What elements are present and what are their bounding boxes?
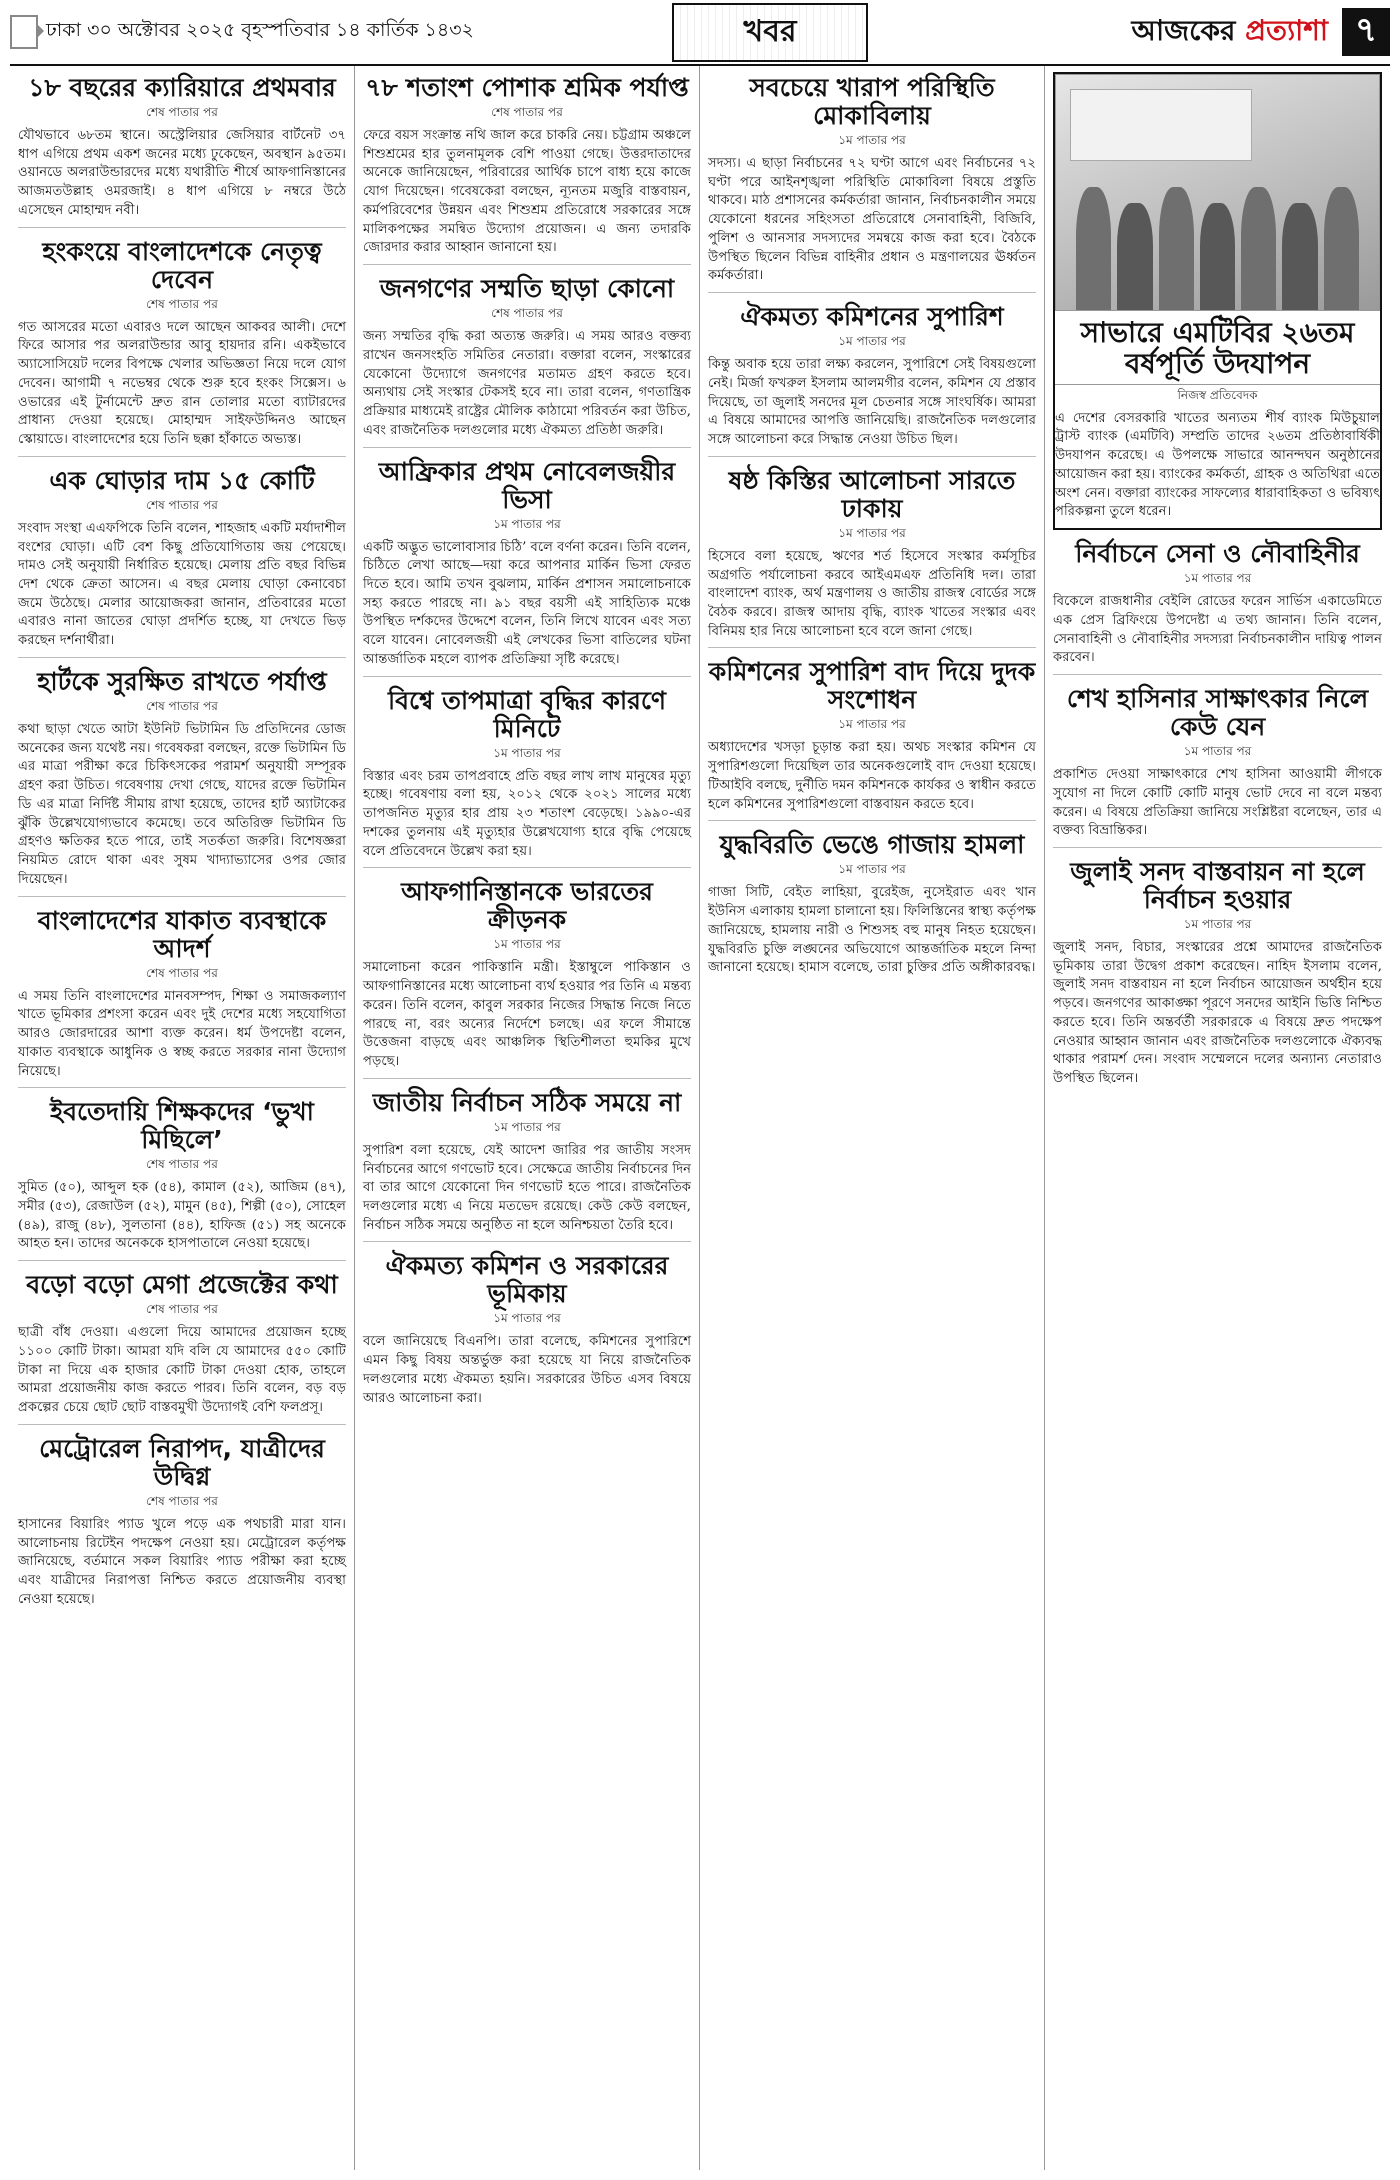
story-body: ফেরে বয়স সংক্রান্ত নথি জাল করে চাকরি নেয়। চট্টগ্রাম অঞ্চলে শিশুশ্রমের হার তুলনামূলক বেশি পাওয়া গেছে। উত্তরদাতাদের অনেকে জানিয়েছেন, পরিবারের আর্থিক চাপে বাধ্য হয়ে কাজে যোগ দিয়েছেন। গবেষকেরা বলছেন, ন্যূনতম মজুরি বাস্তবায়ন, কর্মপরিবেশের উন্নয়ন এবং শিশুশ্রম প্রতিরোধে সরকারের সঙ্গে মালিকপক্ষের সমন্বিত উদ্যোগ প্রয়োজন। এ জন্য তদারকি জোরদার করার আহ্বান জানানো হয়।	[363, 128, 691, 256]
news-story	[18, 74, 346, 228]
continuation-note: ১ম পাতার পর	[493, 937, 561, 952]
people-group	[1076, 180, 1359, 310]
story-body: হিসেবে বলা হয়েছে, ঋণের শর্ত হিসেবে সংস্কার কর্মসূচির অগ্রগতি পর্যালোচনা করবে আইএমএফ প্রতিনিধি দল। তারা বাংলাদেশ ব্যাংক, অর্থ মন্ত্রণালয় ও জাতীয় রাজস্ব বোর্ডের সঙ্গে বৈঠক করবে। রাজস্ব আদায় বৃদ্ধি, ব্যাংক খাতের সংস্কার এবং বিনিময় হার নিয়ে আলোচনা হবে বলে জানা গেছে।	[708, 548, 1036, 639]
headline[interactable]: ১৮ বছরের ক্যারিয়ারে প্রথমবার	[28, 73, 336, 102]
headline[interactable]: হংকংয়ে বাংলাদেশকে নেতৃত্ব দেবেন	[42, 236, 322, 294]
story-body: কিন্তু অবাক হয়ে তারা লক্ষ্য করলেন, সুপারিশে সেই বিষয়গুলো নেই। মির্জা ফখরুল ইসলাম আলমগীর বলেন, কমিশন যে প্রস্তাব দিয়েছে, তা জুলাই সনদের মূল চেতনার সঙ্গে সাংঘর্ষিক। আমরা এ বিষয়ে আমাদের আপত্তি জানিয়েছি। রাজনৈতিক দলগুলোর সঙ্গে আলোচনা করে সিদ্ধান্ত নেওয়া উচিত ছিল।	[708, 357, 1036, 448]
page-number: ৭	[1342, 8, 1390, 56]
headline[interactable]: জুলাই সনদ বাস্তবায়ন না হলে নির্বাচন হওয়ার	[1070, 857, 1365, 914]
story-body: বিকেলে রাজধানীর বেইলি রোডের ফরেন সার্ভিস একাডেমিতে এক প্রেস ব্রিফিংয়ে উপদেষ্টা এ তথ্য জানান। তিনি বলেন, সেনাবাহিনী ও নৌবাহিনীর সদস্যরা নির্বাচনকালীন দায়িত্ব পালন করবেন।	[1053, 594, 1382, 666]
section-title: খবর	[672, 3, 869, 62]
headline[interactable]: শেখ হাসিনার সাক্ষাৎকার নিলে কেউ যেন	[1066, 684, 1369, 742]
news-story	[363, 458, 691, 677]
column-4	[1045, 66, 1390, 2170]
headline[interactable]: এক ঘোড়ার দাম ১৫ কোটি	[49, 465, 315, 495]
headline[interactable]: জনগণের সম্মতি ছাড়া কোনো	[379, 274, 675, 304]
event-photo	[1055, 74, 1380, 311]
continuation-note: ১ম পাতার পর	[493, 1311, 561, 1326]
continuation-note: শেষ পাতার পর	[146, 497, 218, 512]
headline[interactable]: ৭৮ শতাংশ পোশাক শ্রমিক পর্যাপ্ত	[365, 73, 689, 102]
news-story	[1053, 685, 1382, 848]
dateline: ঢাকা ৩০ অক্টোবর ২০২৫ বৃহস্পতিবার ১৪ কার্তিক ১৪৩২	[46, 19, 474, 41]
story-body: হাসানের বিয়ারিং প্যাড খুলে পড়ে এক পথচারী মারা যান। আলোচনায় রিটেইন পদক্ষেপ নেওয়া হয়। মেট্রোরেল কর্তৃপক্ষ জানিয়েছে, বর্তমানে সকল বিয়ারিং প্যাড পরীক্ষা করা হচ্ছে এবং যাত্রীদের নিরাপত্তা নিশ্চিত করতে প্রয়োজনীয় ব্যবস্থা নেওয়া হয়েছে।	[18, 1516, 346, 1607]
news-story	[363, 275, 691, 447]
story-body: বিস্তার এবং চরম তাপপ্রবাহে প্রতি বছর লাখ লাখ মানুষের মৃত্যু হচ্ছে। গবেষণায় বলা হয়, ২০১২ থেকে ২০২১ সালের মধ্যে তাপজনিত মৃত্যুর হার প্রায় ২৩ শতাংশ বেড়েছে। ১৯৯০-এর দশকের তুলনায় এই মৃত্যুহার উল্লেখযোগ্য হারে বৃদ্ধি পেয়েছে বলে প্রতিবেদনে উল্লেখ করা হয়।	[363, 768, 691, 859]
story-body: যৌথভাবে ৬৮তম স্থানে। অস্ট্রেলিয়ার জেসিয়ার বার্টনেট ৩৭ ধাপ এগিয়ে প্রথম একশ জনের মধ্যে ঢুকেছেন, অবস্থান ৯৫তম। ওয়ানডে অলরাউন্ডারদের মধ্যে যথারীতি শীর্ষে আফগানিস্তানের আজমতউল্লাহ ওমরজাই। ৪ ধাপ এগিয়ে ৮ নম্বরে উঠে এসেছেন মোহাম্মদ নবী।	[18, 128, 346, 218]
logo-part-1: আজকের	[1131, 13, 1246, 47]
story-body: প্রকাশিত দেওয়া সাক্ষাৎকারে শেখ হাসিনা আওয়ামী লীগকে সুযোগ না দিলে কোটি কোটি মানুষ ভোট দেবে না বলে মন্তব্য করেন। এ বিষয়ে প্রতিক্রিয়া জানিয়ে সংশ্লিষ্টরা বলেছেন, তার এ বক্তব্য বিভ্রান্তিকর।	[1053, 767, 1382, 839]
headline[interactable]: যুদ্ধবিরতি ভেঙে গাজায় হামলা	[719, 830, 1025, 860]
headline[interactable]: বাংলাদেশের যাকাত ব্যবস্থাকে আদর্শ	[37, 905, 327, 963]
continuation-note: ১ম পাতার পর	[493, 1119, 561, 1134]
news-story	[18, 668, 346, 897]
continuation-note: শেষ পাতার পর	[146, 698, 218, 713]
headline[interactable]: মেট্রোরেল নিরাপদ, যাত্রীদের উদ্বিগ্ন	[39, 1433, 325, 1491]
continuation-note: ১ম পাতার পর	[493, 516, 561, 531]
news-story	[708, 831, 1036, 984]
news-story	[708, 658, 1036, 821]
continuation-note: ১ম পাতার পর	[838, 862, 906, 877]
story-body: ছাত্রী বাঁধ দেওয়া। এগুলো দিয়ে আমাদের প্রয়োজন হচ্ছে ১১০০ কোটি টাকা। আমরা যদি বলি যে আমাদের ৫৫০ কোটি টাকা না দিয়ে এক হাজার কোটি টাকা দেওয়া হোক, তাহলে আমরা প্রয়োজনীয় কাজ করতে পারব। তিনি বলেন, বড় বড় প্রকল্পের চেয়ে ছোট ছোট বাস্তবমুখী উদ্যোগই বেশি ফলপ্রসূ।	[18, 1325, 346, 1416]
headline[interactable]: সাভারে এমটিবির ২৬তম বর্ষপূর্তি উদযাপন	[1055, 317, 1380, 385]
continuation-note: শেষ পাতার পর	[491, 306, 563, 321]
news-story	[18, 238, 346, 457]
continuation-note: শেষ পাতার পর	[146, 1302, 218, 1317]
article-columns	[10, 66, 1390, 2170]
news-story	[1053, 540, 1382, 675]
news-story	[363, 1089, 691, 1243]
continuation-note: ১ম পাতার পর	[1183, 571, 1252, 586]
story-body: সুমিত (৫০), আব্দুল হক (৫৪), কামাল (৫২), আজিম (৪৭), সমীর (৫৩), রেজাউল (৫২), মামুন (৪৫), শিল্পী (৫০), সোহেল (৪৯), রাজু (৪৮), সুলতানা (৪৪), হাফিজ (৫১) সহ অনেকে আহত হন। তাদের অনেককে হাসপাতালে নেওয়া হয়েছে।	[18, 1180, 346, 1252]
news-story	[18, 467, 346, 658]
headline[interactable]: ইবতেদায়ি শিক্ষকদের ‘ভুখা মিছিলে’	[50, 1097, 314, 1155]
column-2	[355, 66, 700, 2170]
news-story	[708, 303, 1036, 457]
news-story	[18, 1271, 346, 1425]
news-story	[18, 1435, 346, 1616]
continuation-note: ১ম পাতার পর	[838, 525, 906, 540]
continuation-note: নিজস্ব প্রতিবেদক	[1177, 387, 1258, 402]
continuation-note: শেষ পাতার পর	[491, 105, 563, 119]
continuation-note: শেষ পাতার পর	[146, 296, 218, 311]
headline[interactable]: আফ্রিকার প্রথম নোবেলজয়ীর ভিসা	[378, 456, 676, 514]
story-body: জন্য সম্মতির বৃদ্ধি করা অত্যন্ত জরুরি। এ সময় আরও বক্তব্য রাখেন জনসংহতি সমিতির নেতারা। বক্তারা বলেন, সংস্কারের যেকোনো উদ্যোগে জনগণের মতামত গ্রহণ করতে হবে। অন্যথায় সেই সংস্কার টেকসই হবে না। তারা বলেন, গণতান্ত্রিক প্রক্রিয়ার মাধ্যমেই রাষ্ট্রের মৌলিক কাঠামো পরিবর্তন করা উচিত, এবং রাজনৈতিক দলগুলোর মধ্যে ঐকমত্য প্রতিষ্ঠা জরুরি।	[363, 329, 691, 438]
continuation-note: ১ম পাতার পর	[838, 717, 906, 732]
stage-banner	[1070, 89, 1252, 161]
masthead	[10, 0, 1390, 66]
feature-story	[1053, 72, 1382, 530]
story-body: সমালোচনা করেন পাকিস্তানি মন্ত্রী। ইস্তাম্বুলে পাকিস্তান ও আফগানিস্তানের মধ্যে আলোচনা ব্যর্থ হওয়ার পর তিনি এ মন্তব্য করেন। তিনি বলেন, কাবুল সরকার নিজের সিদ্ধান্ত নিজে নিতে পারছে না, বরং অন্যের নির্দেশে চলছে। এর ফলে সীমান্তে উত্তেজনা বাড়ছে এবং আঞ্চলিক স্থিতিশীলতা হুমকির মুখে পড়ছে।	[363, 960, 691, 1070]
story-body: এ সময় তিনি বাংলাদেশের মানবসম্পদ, শিক্ষা ও সমাজকল্যাণ খাতে ভূমিকার প্রশংসা করেন এবং দুই দেশের মধ্যে সহযোগিতা আরও জোরদারের আশা ব্যক্ত করেন। ধর্ম উপদেষ্টা বলেন, যাকাত ব্যবস্থাকে আধুনিক ও স্বচ্ছ করতে সরকার নানা উদ্যোগ নিয়েছে।	[18, 988, 346, 1079]
continuation-note: শেষ পাতার পর	[146, 105, 218, 119]
story-body: অধ্যাদেশের খসড়া চূড়ান্ত করা হয়। অথচ সংস্কার কমিশন যে সুপারিশগুলো দিয়েছিল তার অনেকগুলোই বাদ দেওয়া হয়েছে। টিআইবি বলছে, দুর্নীতি দমন কমিশনকে কার্যকর ও স্বাধীন করতে হলে কমিশনের সুপারিশগুলো বাস্তবায়ন করতে হবে।	[708, 740, 1036, 812]
continuation-note: শেষ পাতার পর	[146, 1493, 218, 1508]
story-body: সংবাদ সংস্থা এএফপিকে তিনি বলেন, শাহজাহ একটি মর্যাদাশীল বংশের ঘোড়া। এটি বেশ কিছু প্রতিযোগিতায় জয় পেয়েছে। দামও সেই অনুযায়ী নির্ধারিত হয়েছে। মেলায় প্রতি বছর বিভিন্ন দেশ থেকে ক্রেতা আসেন। এ বছর মেলায় ঘোড়া কেনাবেচা জমে উঠেছে। মেলার আয়োজকরা জানান, প্রতিবারের মতো এবারও নানা জাতের ঘোড়া প্রদর্শিত হচ্ছে, যা দেখতে ভিড় করছেন দর্শনার্থীরা।	[18, 520, 346, 649]
news-story	[363, 1252, 691, 1414]
news-story	[18, 1098, 346, 1261]
headline[interactable]: হার্টকে সুরক্ষিত রাখতে পর্যাপ্ত	[37, 666, 327, 696]
story-body: এ দেশের বেসরকারি খাতের অন্যতম শীর্ষ ব্যাংক মিউচুয়াল ট্রাস্ট ব্যাংক (এমটিবি) সম্প্রতি তাদের ২৬তম প্রতিষ্ঠাবার্ষিকী উদযাপন করেছে। এ উপলক্ষে সাভারে আনন্দঘন অনুষ্ঠানের আয়োজন করা হয়। ব্যাংকের কর্মকর্তা, গ্রাহক ও অতিথিরা এতে অংশ নেন। বক্তারা ব্যাংকের সাফল্যের ধারাবাহিকতা ও ভবিষ্যৎ পরিকল্পনা তুলে ধরেন।	[1055, 410, 1380, 520]
section-header	[570, 3, 970, 62]
continuation-note: ১ম পাতার পর	[493, 745, 561, 760]
headline[interactable]: বড়ো বড়ো মেগা প্রজেক্টের কথা	[26, 1270, 338, 1300]
story-body: একটি অদ্ভুত ভালোবাসার চিঠি’ বলে বর্ণনা করেন। তিনি বলেন, চিঠিতে লেখা আছে—দয়া করে আপনার মার্কিন ভিসা ফেরত দিতে হবে। আমি তখন বুঝলাম, মার্কিন প্রশাসন সমালোচনাকে সহ্য করতে পারছে না। ৯১ বছর বয়সী এই সাহিত্যিক মঞ্চে উপস্থিত দর্শকদের উদ্দেশে বলেন, তিনি লিখে যাবেন এবং সত্য বলে যাবেন। নোবেলজয়ী এই লেখকের ভিসা বাতিলের ঘটনা আন্তর্জাতিক মহলে ব্যাপক প্রতিক্রিয়া সৃষ্টি করেছে।	[363, 539, 691, 667]
continuation-note: শেষ পাতার পর	[146, 1157, 218, 1172]
headline[interactable]: নির্বাচনে সেনা ও নৌবাহিনীর	[1075, 539, 1360, 569]
headline[interactable]: বিশ্বে তাপমাত্রা বৃদ্ধির কারণে মিনিটে	[387, 685, 667, 743]
continuation-note: শেষ পাতার পর	[146, 965, 218, 980]
story-body: গত আসরের মতো এবারও দলে আছেন আকবর আলী। দেশে ফিরে আসার পর অলরাউন্ডার আবু হায়দার রনি। একইভাবে অ্যাসোসিয়েট দলের বিপক্ষে খেলার অভিজ্ঞতা নিয়ে দলে যোগ দেবেন। আগামী ৭ নভেম্বর থেকে শুরু হবে হংকং সিক্সেস। ৬ ওভারের এই টুর্নামেন্টে দ্রুত রান তোলার মতো ব্যাটারদের প্রাধান্য দেওয়া হয়েছে। মোহাম্মদ সাইফউদ্দিনও আছেন স্কোয়াডে। বাংলাদেশের হয়ে তিনি ছক্কা হাঁকাতে অভ্যস্ত।	[18, 319, 346, 448]
news-story	[363, 687, 691, 869]
headline[interactable]: ঐকমত্য কমিশনের সুপারিশ	[740, 302, 1004, 332]
headline[interactable]: সবচেয়ে খারাপ পরিস্থিতি মোকাবিলায়	[749, 73, 995, 130]
news-story	[363, 878, 691, 1078]
newspaper-logo	[1131, 9, 1328, 56]
brand-area	[970, 8, 1390, 56]
continuation-note: ১ম পাতার পর	[838, 334, 906, 349]
headline[interactable]: ঐকমত্য কমিশন ও সরকারের ভূমিকায়	[385, 1251, 669, 1309]
column-1	[10, 66, 355, 2170]
story-body: সুপারিশ বলা হয়েছে, যেই আদেশ জারির পর জাতীয় সংসদ নির্বাচনের আগে গণভোট হবে। সেক্ষেত্রে জাতীয় নির্বাচনের দিন বা তার আগে যেকোনো দিন গণভোট হতে পারে। রাজনৈতিক দলগুলোর মধ্যে এ নিয়ে মতভেদ রয়েছে। কেউ কেউ বলছেন, নির্বাচন সঠিক সময়ে অনুষ্ঠিত না হলে অনিশ্চয়তা তৈরি হবে।	[363, 1142, 691, 1233]
headline[interactable]: কমিশনের সুপারিশ বাদ দিয়ে দুদক সংশোধন	[708, 657, 1036, 715]
story-body: সদস্য। এ ছাড়া নির্বাচনের ৭২ ঘণ্টা আগে এবং নির্বাচনের ৭২ ঘণ্টা পরে আইনশৃঙ্খলা পরিস্থিতি মোকাবিলা বিষয়ে প্রস্তুতি থাকবে। মাঠ প্রশাসনের কর্মকর্তারা জানান, নির্বাচনকালীন সময়ে যেকোনো ধরনের সহিংসতা প্রতিরোধে সেনাবাহিনী, বিজিবি, পুলিশ ও আনসার সদস্যদের সমন্বয়ে কাজ করা হবে। বৈঠকে উপস্থিত ছিলেন বিভিন্ন বাহিনীর প্রধান ও মন্ত্রণালয়ের ঊর্ধ্বতন কর্মকর্তারা।	[708, 156, 1036, 284]
column-3	[700, 66, 1045, 2170]
headline[interactable]: জাতীয় নির্বাচন সঠিক সময়ে না	[372, 1087, 682, 1117]
continuation-note: ১ম পাতার পর	[838, 133, 906, 147]
continuation-note: ১ম পাতার পর	[1183, 917, 1252, 931]
page-marker-icon	[10, 15, 38, 49]
headline[interactable]: আফগানিস্তানকে ভারতের ক্রীড়নক	[401, 877, 653, 935]
news-story	[708, 74, 1036, 293]
story-body: জুলাই সনদ, বিচার, সংস্কারের প্রশ্নে আমাদের রাজনৈতিক ভূমিকায় তারা উদ্বেগ প্রকাশ করেছেন। নাহিদ ইসলাম বলেন, জুলাই সনদ বাস্তবায়ন না হলে নির্বাচন আয়োজন অর্থহীন হয়ে পড়বে। জনগণের আকাঙ্ক্ষা পূরণে সনদের আইনি ভিত্তি নিশ্চিত করতে হবে। তিনি অন্তর্বর্তী সরকারকে এ বিষয়ে দ্রুত পদক্ষেপ নেওয়ার আহ্বান জানান এবং রাজনৈতিক দলগুলোকে ঐক্যবদ্ধ থাকার পরামর্শ দেন। সংবাদ সম্মেলনে দলের অন্যান্য নেতারাও উপস্থিত ছিলেন।	[1053, 940, 1382, 1087]
story-body: বলে জানিয়েছে বিএনপি। তারা বলেছে, কমিশনের সুপারিশে এমন কিছু বিষয় অন্তর্ভুক্ত করা হয়েছে যা নিয়ে রাজনৈতিক দলগুলোর মধ্যে ঐকমত্য হয়নি। সরকারের উচিত এসব বিষয়ে আরও আলোচনা করা।	[363, 1334, 691, 1406]
headline[interactable]: ষষ্ঠ কিস্তির আলোচনা সারতে ঢাকায়	[728, 465, 1016, 523]
news-story	[1053, 858, 1382, 1095]
story-body: গাজা সিটি, বেইত লাহিয়া, বুরেইজ, নুসেইরাত এবং খান ইউনিস এলাকায় হামলা চালানো হয়। ফিলিস্তিনের স্বাস্থ্য কর্তৃপক্ষ জানিয়েছে, হামলায় নারী ও শিশুসহ বহু মানুষ নিহত হয়েছেন। যুদ্ধবিরতি চুক্তি লঙ্ঘনের অভিযোগে আন্তর্জাতিক মহলে নিন্দা জানানো হয়েছে। হামাস বলেছে, তারা চুক্তির প্রতি অঙ্গীকারবদ্ধ।	[708, 885, 1036, 976]
news-story	[708, 467, 1036, 649]
continuation-note: ১ম পাতার পর	[1183, 744, 1252, 759]
logo-part-2: প্রত্যাশা	[1245, 13, 1328, 47]
dateline-area	[10, 15, 570, 49]
news-story	[18, 907, 346, 1089]
story-body: কথা ছাড়া খেতে আটা ইউনিট ভিটামিন ডি প্রতিদিনের ডোজ অনেকের জন্য যথেষ্ট নয়। গবেষকরা বলছেন, রক্তে ভিটামিন ডি এর মাত্রা পরীক্ষা করে চিকিৎসকের পরামর্শ অনুযায়ী সম্পূরক গ্রহণ করা উচিত। গবেষণায় দেখা গেছে, যাদের রক্তে ভিটামিন ডি এর মাত্রা নির্দিষ্ট সীমায় রাখা হয়েছে, তাদের হার্ট অ্যাটাকের ঝুঁকি উল্লেখযোগ্যভাবে কমেছে। তবে অতিরিক্ত ভিটামিন ডি গ্রহণও ক্ষতিকর হতে পারে, তাই সতর্কতা জরুরি। বিশেষজ্ঞরা নিয়মিত রোদে থাকা এবং সুষম খাদ্যাভ্যাসের ওপর জোর দিয়েছেন।	[18, 721, 346, 887]
news-story	[363, 74, 691, 265]
